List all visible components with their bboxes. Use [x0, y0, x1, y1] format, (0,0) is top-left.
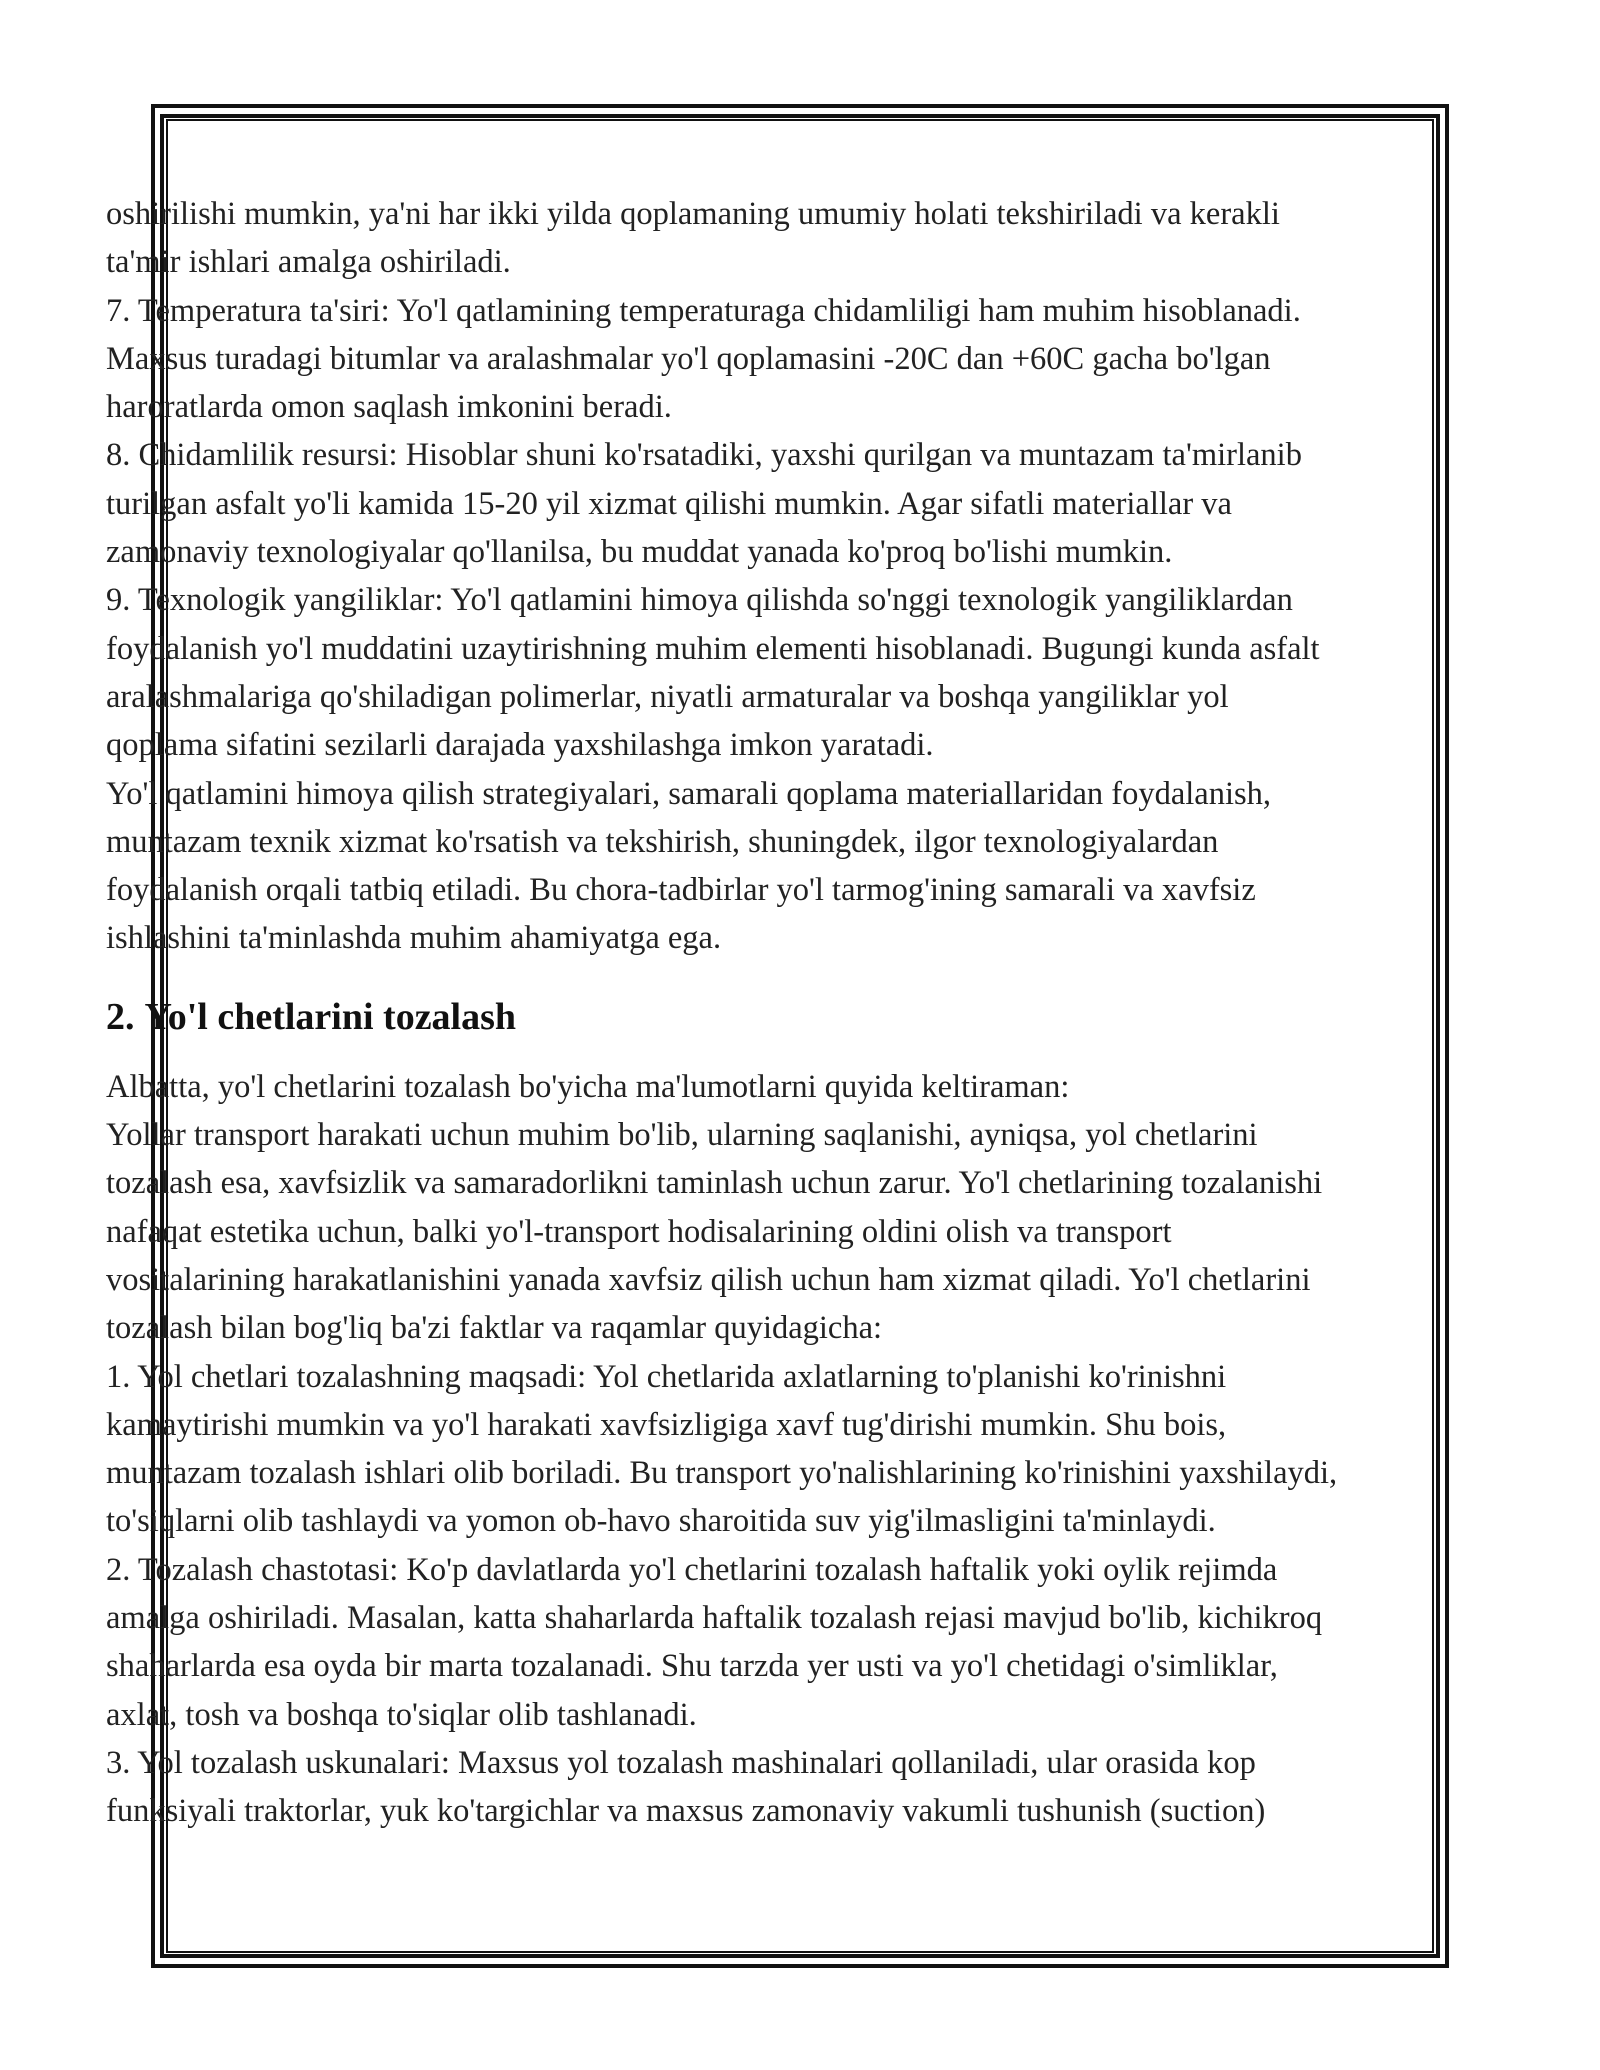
text-line: 3. Yol tozalash uskunalari: Maxsus yol tozalash mashinalari qollaniladi, ular orasida kop	[106, 1744, 1256, 1781]
text-line: foydalanish orqali tatbiq etiladi. Bu chora-tadbirlar yo'l tarmog'ining samarali va xavfsiz	[106, 872, 1256, 909]
text-line: Albatta, yo'l chetlarini tozalash bo'yicha ma'lumotlarni quyida keltiraman:	[106, 1068, 1070, 1105]
text-line: Yollar transport harakati uchun muhim bo'lib, ularning saqlanishi, ayniqsa, yol chetlarini	[106, 1117, 1258, 1154]
text-line: ta'mir ishlari amalga oshiriladi.	[106, 244, 511, 281]
text-line: oshirilishi mumkin, ya'ni har ikki yilda qoplamaning umumiy holati tekshiriladi va kerakli	[106, 196, 1280, 232]
bottom-paragraphs	[106, 1063, 1506, 1836]
text-line: muntazam texnik xizmat ko'rsatish va tekshirish, shuningdek, ilgor texnologiyalardan	[106, 823, 1219, 860]
text-line: to'siqlarni olib tashlaydi va yomon ob-havo sharoitida suv yig'ilmasligini ta'minlaydi.	[106, 1503, 1216, 1540]
text-line: kamaytirishi mumkin va yo'l harakati xavfsizligiga xavf tug'dirishi mumkin. Shu bois,	[106, 1406, 1227, 1443]
text-line: foydalanish yo'l muddatini uzaytirishning muhim elementi hisoblanadi. Bugungi kunda asfalt	[106, 630, 1320, 667]
text-line: turilgan asfalt yo'li kamida 15-20 yil xizmat qilishi mumkin. Agar sifatli materiallar va	[106, 485, 1232, 522]
top-paragraphs	[106, 190, 1506, 963]
text-line: muntazam tozalash ishlari olib boriladi. Bu transport yo'nalishlarining ko'rinishini yaxshilaydi,	[106, 1455, 1338, 1492]
text-line: Yo'l qatlamini himoya qilish strategiyalari, samarali qoplama materiallaridan foydalanish,	[106, 775, 1272, 812]
text-line: tozalash bilan bog'liq ba'zi faktlar va raqamlar quyidagicha:	[106, 1310, 883, 1347]
text-line: 7. Temperatura ta'siri: Yo'l qatlamining temperaturaga chidamliligi ham muhim hisoblanadi.	[106, 292, 1301, 329]
text-line: funksiyali traktorlar, yuk ko'targichlar va maxsus zamonaviy vakumli tushunish (suction)	[106, 1793, 1266, 1830]
text-line: amalga oshiriladi. Masalan, katta shaharlarda haftalik tozalash rejasi mavjud bo'lib, kichikroq	[106, 1600, 1323, 1637]
text-line: 9. Texnologik yangiliklar: Yo'l qatlamini himoya qilishda so'nggi texnologik yangiliklardan	[106, 582, 1293, 619]
section-heading	[106, 971, 1506, 1063]
document-body	[106, 190, 1506, 1836]
text-line: axlat, tosh va boshqa to'siqlar olib tashlanadi.	[106, 1696, 697, 1733]
text-line: 2. Tozalash chastotasi: Ko'p davlatlarda yo'l chetlarini tozalash haftalik yoki oylik rejimda	[106, 1551, 1278, 1588]
text-line: aralashmalariga qo'shiladigan polimerlar, niyatli armaturalar va boshqa yangiliklar yol	[106, 678, 1229, 715]
text-line: qoplama sifatini sezilarli darajada yaxshilashga imkon yaratadi.	[106, 727, 934, 764]
section-number: 2.	[106, 995, 135, 1038]
section-title: Yo'l chetlarini tozalash	[144, 995, 517, 1038]
text-line: tozalash esa, xavfsizlik va samaradorlikni taminlash uchun zarur. Yo'l chetlarining tozalanishi	[106, 1165, 1323, 1202]
text-line: haroratlarda omon saqlash imkonini beradi.	[106, 389, 672, 426]
text-line: 8. Chidamlilik resursi: Hisoblar shuni ko'rsatadiki, yaxshi qurilgan va muntazam ta'mirlanib	[106, 437, 1302, 474]
text-line: shaharlarda esa oyda bir marta tozalanadi. Shu tarzda yer usti va yo'l chetidagi o'simliklar,	[106, 1648, 1278, 1685]
text-line: Maxsus turadagi bitumlar va aralashmalar yo'l qoplamasini -20C dan +60C gacha bo'lgan	[106, 340, 1271, 377]
text-line: 1. Yol chetlari tozalashning maqsadi: Yol chetlarida axlatlarning to'planishi ko'rinishni	[106, 1358, 1227, 1395]
text-line: ishlashini ta'minlashda muhim ahamiyatga ega.	[106, 920, 722, 957]
text-line: nafaqat estetika uchun, balki yo'l-transport hodisalarining oldini olish va transport	[106, 1213, 1172, 1250]
text-line: zamonaviy texnologiyalar qo'llanilsa, bu muddat yanada ko'proq bo'lishi mumkin.	[106, 534, 1173, 571]
text-line: vositalarining harakatlanishini yanada xavfsiz qilish uchun ham xizmat qiladi. Yo'l chetlarini	[106, 1261, 1311, 1298]
